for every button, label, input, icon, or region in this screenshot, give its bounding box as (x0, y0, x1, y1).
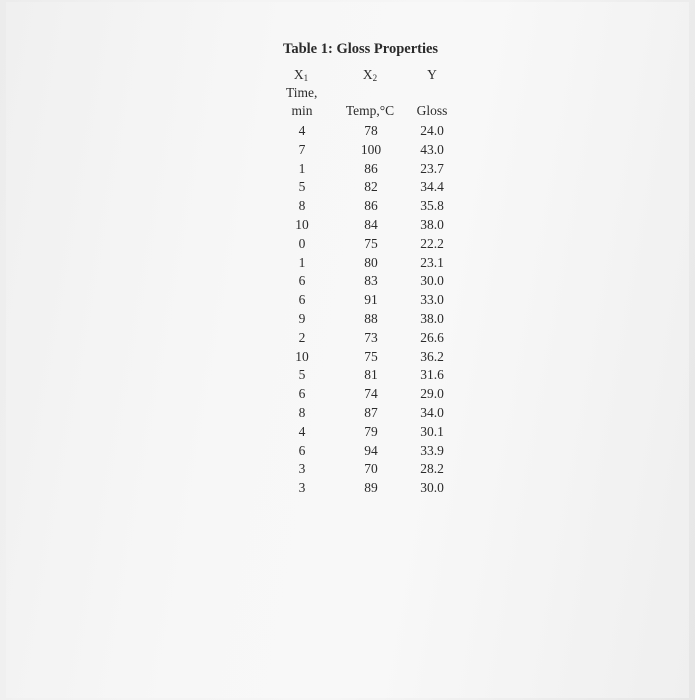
temp-cell: 88 (364, 311, 378, 326)
temp-cell: 82 (364, 179, 378, 195)
time-cell: 5 (298, 367, 306, 383)
gloss-cell: 43.0 (420, 141, 444, 157)
gloss-cell: 28.2 (420, 461, 444, 477)
time-cell: 4 (298, 123, 306, 138)
gloss-cell: 38.0 (420, 217, 444, 232)
temp-cell: 74 (364, 386, 378, 402)
gloss-cell: 26.6 (420, 329, 444, 345)
temp-cell: 86 (364, 160, 378, 176)
time-cell: 8 (298, 198, 306, 214)
temp-cell: 94 (364, 442, 378, 458)
time-cell: 7 (298, 141, 306, 157)
time-cell: 5 (298, 179, 306, 195)
gloss-cell: 33.0 (420, 292, 444, 308)
column-label-gloss: Gloss (416, 103, 448, 118)
gloss-cell: 33.9 (420, 442, 444, 458)
temp-cell: 89 (364, 480, 378, 496)
temp-cell: 79 (364, 423, 378, 439)
temp-cell: 73 (364, 329, 378, 345)
temp-cell: 80 (364, 254, 378, 270)
time-cell: 8 (298, 405, 306, 420)
temp-cell: 86 (364, 198, 378, 214)
temp-cell: 78 (364, 123, 378, 138)
gloss-cell: 24.0 (420, 123, 444, 138)
gloss-cell: 38.0 (420, 311, 444, 326)
time-cell: 10 (295, 348, 309, 364)
gloss-cell: 22.2 (420, 235, 444, 251)
gloss-cell: 30.0 (420, 480, 444, 496)
temp-cell: 100 (360, 141, 382, 157)
gloss-cell: 34.0 (420, 405, 444, 420)
gloss-cell: 35.8 (420, 198, 444, 214)
time-cell: 1 (298, 254, 306, 270)
time-cell: 1 (298, 160, 306, 176)
gloss-cell: 23.7 (420, 160, 444, 176)
temp-cell: 84 (364, 217, 378, 232)
temp-cell: 70 (364, 461, 378, 477)
gloss-cell: 34.4 (420, 179, 444, 195)
gloss-cell: 29.0 (420, 386, 444, 402)
time-cell: 2 (298, 329, 306, 345)
temp-cell: 75 (364, 235, 378, 251)
temp-cell: 75 (364, 348, 378, 364)
gloss-cell: 30.1 (420, 423, 444, 439)
gloss-cell: 23.1 (420, 254, 444, 270)
column-label-temp: Temp,°C (345, 103, 395, 118)
time-cell: 9 (298, 311, 306, 326)
time-cell: 3 (298, 461, 306, 477)
gloss-cell: 31.6 (420, 367, 444, 383)
table-title: Table 1: Gloss Properties (283, 41, 439, 57)
time-cell: 4 (298, 423, 306, 439)
column-label-time: Time, (286, 85, 318, 100)
time-cell: 0 (298, 235, 306, 251)
temp-cell: 91 (364, 292, 378, 308)
time-cell: 3 (298, 480, 306, 496)
column-var-x2: $X_2$ (362, 67, 378, 83)
column-var-x1: $X_1$ (293, 67, 309, 83)
temp-cell: 81 (364, 367, 378, 383)
time-cell: 6 (298, 292, 306, 308)
time-cell: 6 (298, 386, 306, 402)
time-cell: 6 (298, 273, 306, 289)
gloss-cell: 36.2 (420, 348, 444, 364)
column-var-y: Y (427, 67, 437, 82)
temp-cell: 83 (364, 273, 378, 289)
time-cell: 10 (295, 217, 309, 232)
temp-cell: 87 (364, 405, 378, 420)
gloss-cell: 30.0 (420, 273, 444, 289)
time-cell: 6 (298, 442, 306, 458)
column-label-min: min (291, 103, 313, 118)
